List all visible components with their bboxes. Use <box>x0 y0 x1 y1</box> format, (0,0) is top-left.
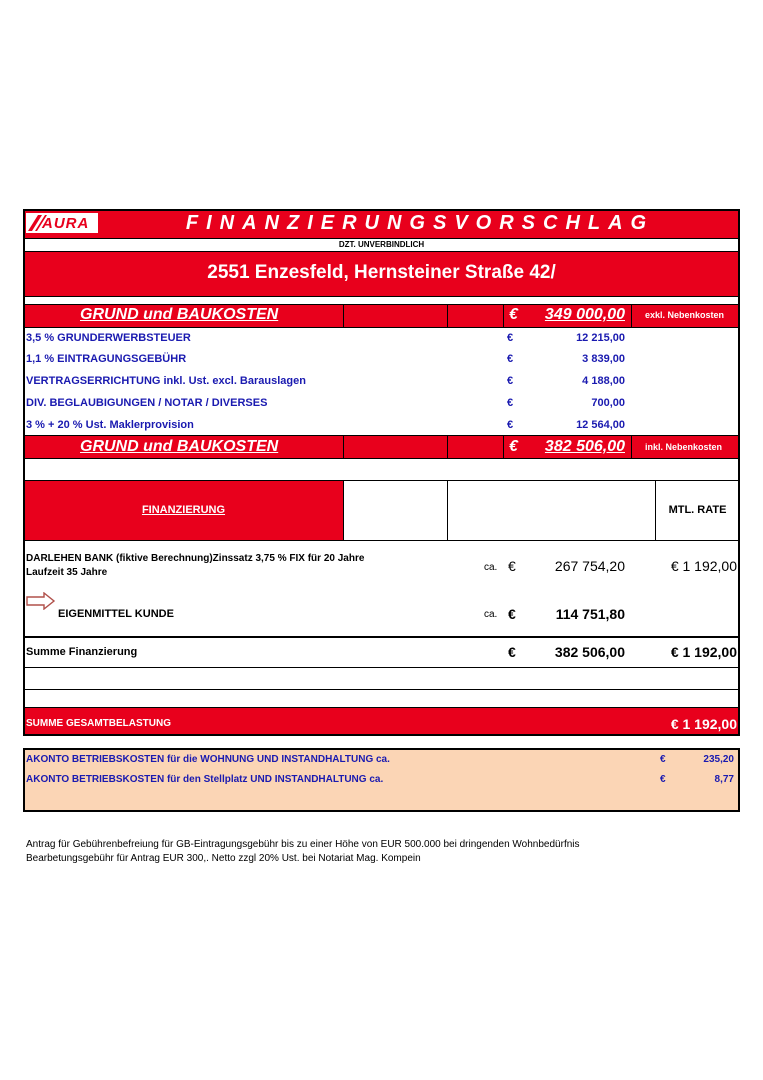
divider <box>23 238 740 239</box>
column-divider <box>503 436 504 459</box>
operating-label: AKONTO BETRIEBSKOSTEN für die WOHNUNG UND INSTANDHALTUNG ca. <box>26 754 390 765</box>
column-divider <box>343 304 344 328</box>
column-divider <box>503 304 504 328</box>
grund-label-2: GRUND und BAUKOSTEN <box>80 438 279 455</box>
subtitle: DZT. UNVERBINDLICH <box>338 240 425 249</box>
divider <box>23 296 740 297</box>
rate-header: MTL. RATE <box>668 504 727 516</box>
grund-currency-1: € <box>509 306 518 323</box>
sum-rate: € 1 192,00 <box>670 644 737 660</box>
column-divider <box>343 436 344 459</box>
cost-label: 3,5 % GRUNDERWERBSTEUER <box>26 332 191 344</box>
logo-text: AURA <box>42 215 90 232</box>
cost-currency: € <box>507 375 514 387</box>
footnote-1: Antrag für Gebührenbefreiung für GB-Eintragungsgebühr bis zu einer Höhe von EUR 500.000 bei dringenden Wohnbedürfnis <box>26 839 580 850</box>
equity-label: EIGENMITTEL KUNDE <box>58 608 174 620</box>
column-divider <box>447 304 448 328</box>
sum-currency: € <box>508 644 516 660</box>
loan-line-1: DARLEHEN BANK (fiktive Berechnung)Zinssatz 3,75 % FIX für 20 Jahre <box>26 553 365 564</box>
operating-amount: 235,20 <box>703 754 734 765</box>
cost-label: 1,1 % EINTRAGUNGSGEBÜHR <box>26 353 187 365</box>
cost-amount: 12 564,00 <box>576 419 625 431</box>
loan-rate: € 1 192,00 <box>670 558 737 574</box>
operating-label: AKONTO BETRIEBSKOSTEN für den Stellplatz UND INSTANDHALTUNG ca. <box>26 774 384 785</box>
cost-currency: € <box>507 419 514 431</box>
sum-amount: 382 506,00 <box>554 644 625 660</box>
grund-label-1: GRUND und BAUKOSTEN <box>80 306 279 323</box>
grund-currency-2: € <box>509 438 518 455</box>
cost-amount: 3 839,00 <box>582 353 625 365</box>
cost-label: VERTRAGSERRICHTUNG inkl. Ust. excl. Barauslagen <box>26 375 306 387</box>
grund-amount-1: 349 000,00 <box>544 306 625 323</box>
total-label: SUMME GESAMTBELASTUNG <box>26 718 171 729</box>
divider <box>23 251 740 252</box>
column-divider <box>631 436 632 459</box>
divider <box>23 480 740 481</box>
financing-header: FINANZIERUNG <box>141 504 226 516</box>
cost-label: 3 % + 20 % Ust. Maklerprovision <box>26 419 194 431</box>
operating-currency: € <box>660 774 666 785</box>
cost-amount: 700,00 <box>591 397 625 409</box>
column-divider <box>343 481 344 540</box>
cost-amount: 12 215,00 <box>576 332 625 344</box>
column-divider <box>447 436 448 459</box>
divider <box>23 707 740 708</box>
divider <box>23 636 740 638</box>
cost-currency: € <box>507 353 514 365</box>
page-title: FINANZIERUNGSVORSCHLAG <box>185 212 655 234</box>
footnote-2: Bearbetungsgebühr für Antrag EUR 300,. Netto zzgl 20% Ust. bei Notariat Mag. Kompein <box>26 853 421 864</box>
equity-ca: ca. <box>484 609 498 620</box>
divider <box>23 667 740 668</box>
cost-amount: 4 188,00 <box>582 375 625 387</box>
total-amount: € 1 192,00 <box>670 716 737 732</box>
property-address: 2551 Enzesfeld, Hernsteiner Straße 42/ <box>207 262 556 283</box>
loan-currency: € <box>508 558 516 574</box>
column-divider <box>655 481 656 540</box>
cost-currency: € <box>507 332 514 344</box>
loan-line-2: Laufzeit 35 Jahre <box>26 567 108 578</box>
sum-label: Summe Finanzierung <box>26 646 138 658</box>
divider <box>23 304 740 305</box>
operating-currency: € <box>660 754 666 765</box>
divider <box>23 689 740 690</box>
column-divider <box>447 481 448 540</box>
equity-amount: 114 751,80 <box>555 606 625 622</box>
operating-amount: 8,77 <box>714 774 734 785</box>
divider <box>23 327 740 328</box>
divider <box>23 540 740 541</box>
equity-currency: € <box>508 606 516 622</box>
column-divider <box>631 304 632 328</box>
divider <box>23 435 740 436</box>
table-frame <box>23 209 740 736</box>
divider <box>23 458 740 459</box>
cost-label: DIV. BEGLAUBIGUNGEN / NOTAR / DIVERSES <box>26 397 268 409</box>
loan-ca: ca. <box>484 562 498 573</box>
grund-note-1: exkl. Nebenkosten <box>645 310 725 320</box>
cost-currency: € <box>507 397 514 409</box>
grund-note-2: inkl. Nebenkosten <box>645 442 723 452</box>
loan-amount: 267 754,20 <box>554 558 625 574</box>
grund-amount-2: 382 506,00 <box>544 438 625 455</box>
